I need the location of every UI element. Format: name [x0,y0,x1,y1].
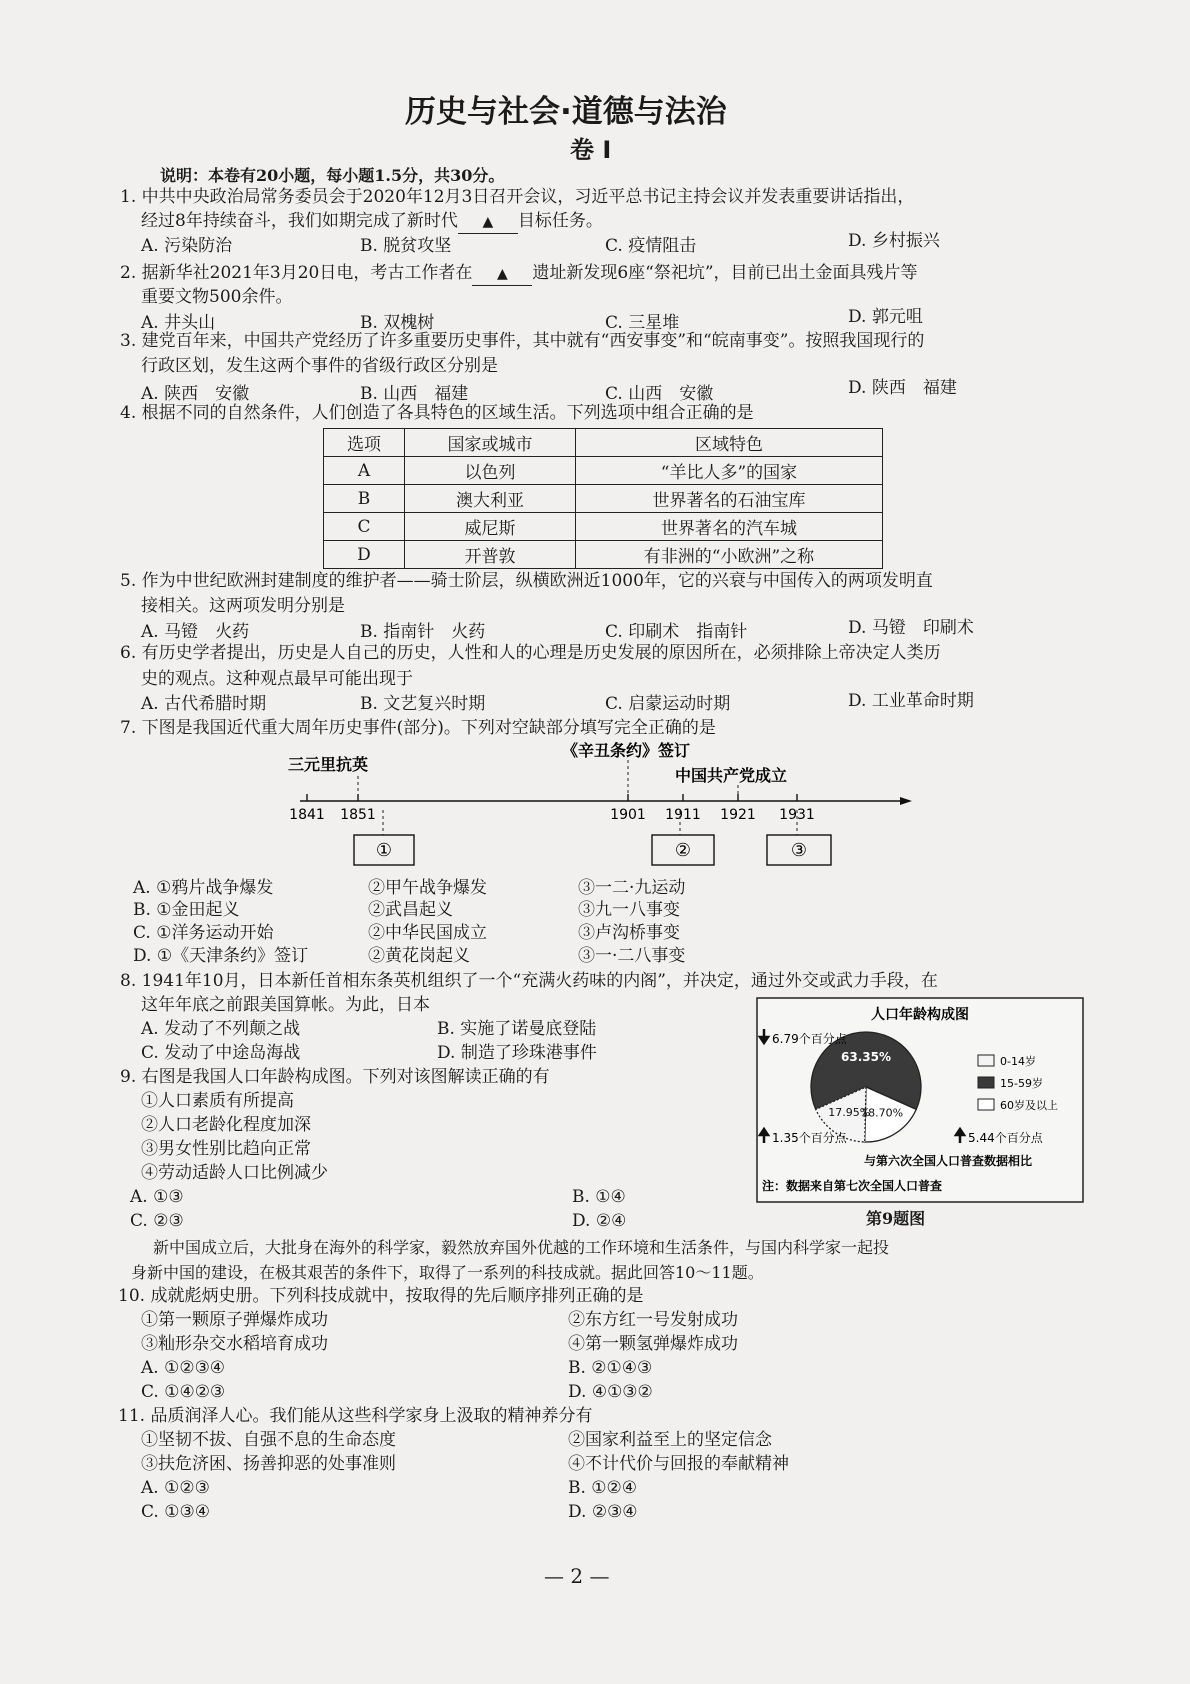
legend-swatch-60-plus [978,1099,994,1110]
change-label: 1.35个百分点 [772,1131,847,1145]
q11-option-c: C. ①③④ [141,1502,210,1522]
q7-option-b2: ②武昌起义 [368,900,453,920]
table-row [324,457,883,485]
q10-item: ③籼形杂交水稻培育成功 [141,1334,328,1354]
q11-item: ②国家利益至上的坚定信念 [568,1430,772,1450]
q6-option-c: C. 启蒙运动时期 [605,694,731,714]
q10-item: ①第一颗原子弹爆炸成功 [141,1310,328,1330]
q3-line2: 行政区划，发生这两个事件的省级行政区分别是 [141,356,498,376]
table-header: 国家或城市 [405,429,576,457]
figure-caption: 第9题图 [866,1209,926,1228]
q5-line1: 5. 作为中世纪欧洲封建制度的维护者——骑士阶层，纵横欧洲近1000年，它的兴衰与中国传入的两项发明直 [120,571,933,591]
page-number: — 2 — [544,1564,610,1588]
q9-item: ④劳动适龄人口比例减少 [141,1163,328,1183]
q1-option-c: C. 疫情阻击 [605,236,697,256]
q9-item: ①人口素质有所提高 [141,1091,294,1111]
q10-stem: 10. 成就彪炳史册。下列科技成就中，按取得的先后顺序排列正确的是 [118,1286,644,1306]
blank-box-label: ① [375,840,393,861]
timeline-year-label: 1851 [340,807,376,823]
timeline-year-label: 1931 [779,807,815,823]
q7-option-d1: D. ①《天津条约》签订 [133,946,309,966]
q5-option-d: D. 马镫 印刷术 [848,618,974,638]
q6-option-a: A. 古代希腊时期 [141,694,267,714]
timeline-ticks [289,794,815,823]
q7-option-c1: C. ①洋务运动开始 [133,923,274,943]
history-timeline [270,738,920,868]
q1-option-d: D. 乡村振兴 [848,231,940,251]
legend-label: 60岁及以上 [1000,1099,1058,1112]
q9-stem: 9. 右图是我国人口年龄构成图。下列对该图解读正确的有 [120,1067,550,1087]
answer-blank: ▲ [472,263,532,286]
q10-item: ②东方红一号发射成功 [568,1310,738,1330]
passage-line1: 新中国成立后，大批身在海外的科学家，毅然放弃国外优越的工作环境和生活条件，与国内科学家一起投 [153,1238,890,1257]
q2-option-d: D. 郭元咀 [848,307,923,327]
table-header-row [324,429,883,457]
q6-line1: 6. 有历史学者提出，历史是人自己的历史，人性和人的心理是历史发展的原因所在，必须排除上帝决定人类历 [120,643,941,663]
table-cell: 威尼斯 [405,513,576,541]
timeline-event-label: 中国共产党成立 [675,766,788,785]
q11-item: ③扶危济困、扬善抑恶的处事准则 [141,1454,396,1474]
timeline-event-label: 《辛丑条约》签订 [562,741,691,760]
q1-line1: 1. 中共中央政治局常务委员会于2020年12月3日召开会议，习近平总书记主持会议并发表重要讲话指出， [120,187,915,207]
volume-label: 卷 Ⅰ [570,136,612,164]
timeline-year-label: 1921 [720,807,756,823]
q5-line2: 接相关。这两项发明分别是 [141,596,345,616]
population-age-chart [756,997,1084,1203]
q8-option-c: C. 发动了中途岛海战 [141,1043,301,1063]
source-note: 注：数据来自第七次全国人口普查 [762,1179,943,1193]
answer-blank: ▲ [458,211,518,234]
q8-option-d: D. 制造了珍珠港事件 [437,1043,597,1063]
table-cell: D [324,541,405,569]
q11-item: ①坚韧不拔、自强不息的生命态度 [141,1430,396,1450]
table-row [324,513,883,541]
q10-item: ④第一颗氢弹爆炸成功 [568,1334,738,1354]
table-row [324,541,883,569]
q7-option-b1: B. ①金田起义 [133,900,240,920]
q6-option-b: B. 文艺复兴时期 [360,694,486,714]
q3-option-c: C. 山西 安徽 [605,384,714,404]
table-cell: A [324,457,405,485]
legend-swatch-0-14 [978,1055,994,1066]
q5-option-a: A. 马镫 火药 [141,622,250,642]
q3-line1: 3. 建党百年来，中国共产党经历了许多重要历史事件，其中就有“西安事变”和“皖南事变”。按照我国现行的 [120,331,925,351]
q7-option-a3: ③一二·九运动 [578,878,686,898]
timeline-year-label: 1841 [289,807,325,823]
q3-option-a: A. 陕西 安徽 [141,384,250,404]
q10-option-d: D. ④①③② [568,1382,653,1402]
q8-line1: 8. 1941年10月，日本新任首相东条英机组织了一个“充满火药味的内阁”，并决定，通过外交或武力手段，在 [120,971,938,991]
q3-option-d: D. 陕西 福建 [848,378,957,398]
passage-line2: 身新中国的建设，在极其艰苦的条件下，取得了一系列的科技成就。据此回答10～11题。 [131,1263,764,1282]
q9-option-c: C. ②③ [130,1211,184,1231]
table-header: 区域特色 [576,429,883,457]
legend-swatch-15-59 [978,1077,994,1088]
page-title: 历史与社会·道德与法治 [405,94,727,130]
q4-stem: 4. 根据不同的自然条件，人们创造了各具特色的区域生活。下列选项中组合正确的是 [120,403,754,423]
change-label: 6.79个百分点 [772,1032,847,1046]
q7-option-c2: ②中华民国成立 [368,923,487,943]
q9-item: ②人口老龄化程度加深 [141,1115,311,1135]
table-cell: B [324,485,405,513]
q2-option-a: A. 井头山 [141,313,216,333]
table-header: 选项 [324,429,405,457]
q9-item: ③男女性别比趋向正常 [141,1139,311,1159]
change-label: 5.44个百分点 [968,1131,1043,1145]
q11-option-a: A. ①②③ [141,1478,210,1498]
q1-line2b: 目标任务。 [517,211,603,231]
q3-option-b: B. 山西 福建 [360,384,469,404]
q11-option-d: D. ②③④ [568,1502,638,1522]
q2-line1b: 遗址新发现6座“祭祀坑”，目前已出土金面具残片等 [532,263,918,283]
table-cell: C [324,513,405,541]
q8-option-b: B. 实施了诺曼底登陆 [437,1019,597,1039]
q2-line1a: 2. 据新华社2021年3月20日电，考古工作者在 [120,263,473,283]
table-cell: 澳大利亚 [405,485,576,513]
q5-option-b: B. 指南针 火药 [360,622,486,642]
table-cell: 世界著名的汽车城 [576,513,883,541]
q8-line2: 这年年底之前跟美国算帐。为此，日本 [141,995,430,1015]
table-cell: 有非洲的“小欧洲”之称 [576,541,883,569]
pie-value-label: 18.70% [861,1106,904,1120]
q1-option-b: B. 脱贫攻坚 [360,236,452,256]
q7-stem: 7. 下图是我国近代重大周年历史事件(部分)。下列对空缺部分填写完全正确的是 [120,718,716,738]
blank-box-label: ② [674,840,692,861]
instructions: 说明：本卷有20小题，每小题1.5分，共30分。 [160,166,505,185]
q6-line2: 史的观点。这种观点最早可能出现于 [141,669,413,689]
timeline-year-label: 1901 [610,807,646,823]
q2-line2: 重要文物500余件。 [141,287,293,307]
q7-option-d2: ②黄花岗起义 [368,946,470,966]
q5-option-c: C. 印刷术 指南针 [605,622,748,642]
q10-option-c: C. ①④②③ [141,1382,226,1402]
q10-option-b: B. ②①④③ [568,1358,653,1378]
timeline-year-label: 1911 [665,807,701,823]
table-cell: 开普敦 [405,541,576,569]
q10-option-a: A. ①②③④ [141,1358,226,1378]
timeline-arrow [900,797,912,805]
pie-value-label: 17.95% [828,1106,871,1120]
q11-stem: 11. 品质润泽人心。我们能从这些科学家身上汲取的精神养分有 [118,1406,593,1426]
q6-option-d: D. 工业革命时期 [848,691,974,711]
table-cell: “羊比人多”的国家 [576,457,883,485]
table-row [324,485,883,513]
q1-option-a: A. 污染防治 [141,236,233,256]
q7-option-a2: ②甲午战争爆发 [368,878,487,898]
table-cell: 世界著名的石油宝库 [576,485,883,513]
q9-option-b: B. ①④ [572,1187,626,1207]
chart-title: 人口年龄构成图 [871,1007,969,1023]
q11-item: ④不计代价与回报的奉献精神 [568,1454,789,1474]
table-cell: 以色列 [405,457,576,485]
comparison-note: 与第六次全国人口普查数据相比 [864,1154,1033,1168]
pie-value-label: 63.35% [841,1049,891,1064]
legend-label: 0-14岁 [1000,1055,1036,1068]
q8-option-a: A. 发动了不列颠之战 [141,1019,301,1039]
q1-line2a: 经过8年持续奋斗，我们如期完成了新时代 [141,211,458,231]
q11-option-b: B. ①②④ [568,1478,638,1498]
q7-option-b3: ③九一八事变 [578,900,680,920]
timeline-event-label: 三元里抗英 [288,755,369,774]
q9-option-d: D. ②④ [572,1211,627,1231]
q9-option-a: A. ①③ [130,1187,184,1207]
pie-chart [811,1032,921,1142]
q2-line1 [120,262,918,286]
q1-line2 [141,210,603,234]
q7-option-a1: A. ①鸦片战争爆发 [133,878,274,898]
blank-box-label: ③ [790,840,808,861]
q2-option-c: C. 三星堆 [605,313,680,333]
region-table [323,428,883,569]
q7-option-d3: ③一·二八事变 [578,946,686,966]
legend-label: 15-59岁 [1000,1077,1043,1090]
q2-option-b: B. 双槐树 [360,313,435,333]
q7-option-c3: ③卢沟桥事变 [578,923,680,943]
